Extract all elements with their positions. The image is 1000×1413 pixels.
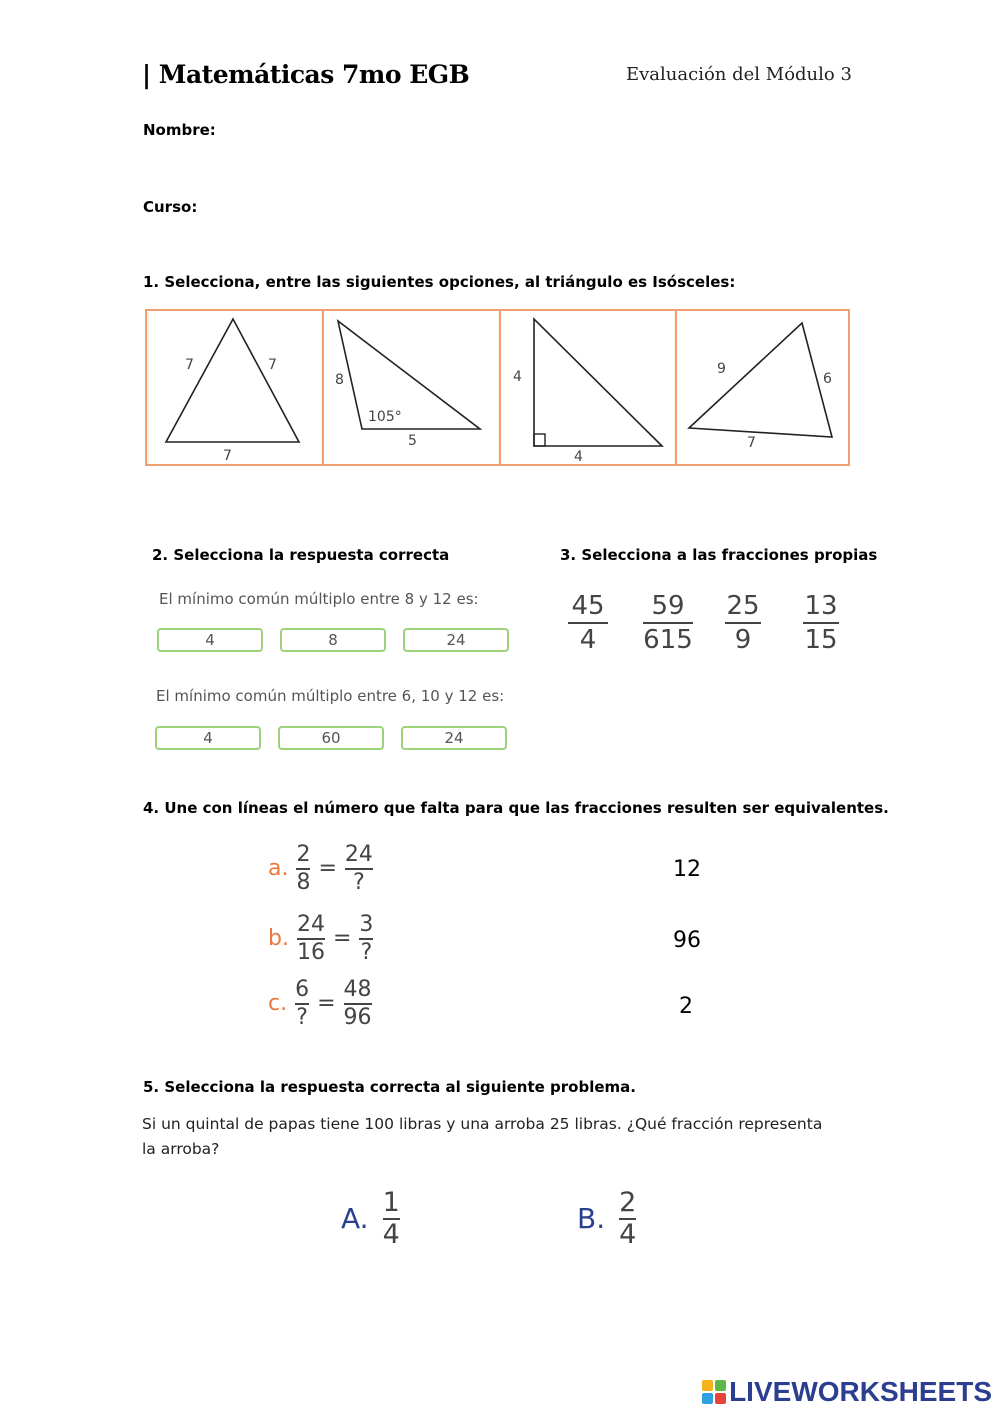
- numerator: 25: [726, 591, 760, 621]
- question-5-title: 5. Selecciona la respuesta correcta al siguiente problema.: [143, 1078, 636, 1096]
- lcm1-option-24[interactable]: 24: [403, 628, 509, 652]
- fraction-option[interactable]: [725, 591, 761, 655]
- numerator: 13: [804, 591, 838, 621]
- answer-option-b[interactable]: [577, 1188, 636, 1250]
- equation-c: [268, 977, 372, 1031]
- answer-fraction: 2 4: [619, 1187, 637, 1250]
- side-label: 6: [823, 371, 832, 387]
- logo-text: LIVEWORKSHEETS: [729, 1376, 992, 1407]
- denominator: 4: [579, 625, 597, 655]
- denominator: 9: [734, 625, 752, 655]
- answer-letter: B.: [577, 1202, 606, 1236]
- answer-letter: A.: [341, 1202, 369, 1236]
- side-label: 4: [513, 369, 522, 385]
- scalene-triangle-figure: [677, 311, 848, 464]
- denominator: 15: [804, 625, 838, 655]
- numerator: 45: [571, 591, 605, 621]
- question-4-title: 4. Une con líneas el número que falta para que las fracciones resulten ser equivalentes.: [143, 799, 889, 817]
- numerator: 59: [651, 591, 685, 621]
- fraction: 24 ?: [344, 842, 373, 895]
- side-label: 7: [185, 357, 194, 373]
- side-label: 7: [747, 435, 756, 451]
- triangle-options: [145, 309, 850, 466]
- side-label: 7: [268, 357, 277, 373]
- lcm2-option-4[interactable]: 4: [155, 726, 261, 750]
- fraction-option[interactable]: [643, 591, 693, 655]
- question-2-title: 2. Selecciona la respuesta correcta: [152, 546, 450, 564]
- lcm-prompt-2: El mínimo común múltiplo entre 6, 10 y 12 es:: [156, 687, 505, 705]
- fraction: 6 ?: [295, 977, 310, 1030]
- triangle-option-4[interactable]: [677, 311, 848, 464]
- equilateral-triangle-figure: [149, 311, 321, 464]
- question-1-title: 1. Selecciona, entre las siguientes opciones, al triángulo es Isósceles:: [143, 273, 736, 291]
- answer-option-a[interactable]: [341, 1188, 400, 1250]
- triangle-option-1[interactable]: [149, 311, 321, 464]
- equation-letter: c.: [268, 991, 288, 1017]
- liveworksheets-logo: [702, 1376, 992, 1408]
- lcm2-option-60[interactable]: 60: [278, 726, 384, 750]
- match-answer-96[interactable]: 96: [673, 928, 701, 953]
- triangle-option-3[interactable]: [501, 311, 674, 464]
- lcm1-option-4[interactable]: 4: [157, 628, 263, 652]
- fraction: 24 16: [296, 912, 325, 965]
- page-title: | Matemáticas 7mo EGB: [142, 60, 470, 89]
- page-subtitle: Evaluación del Módulo 3: [626, 64, 852, 85]
- equation-a: [268, 842, 373, 896]
- course-label: Curso:: [143, 198, 198, 216]
- side-label: 5: [408, 433, 417, 449]
- lcm2-option-24[interactable]: 24: [401, 726, 507, 750]
- match-answer-12[interactable]: 12: [673, 857, 701, 882]
- lcm1-option-8[interactable]: 8: [280, 628, 386, 652]
- side-label: 7: [223, 448, 232, 464]
- match-answer-2[interactable]: 2: [679, 994, 693, 1019]
- question-3-title: 3. Selecciona a las fracciones propias: [560, 546, 878, 564]
- equation-letter: a.: [268, 856, 289, 882]
- fraction-option[interactable]: [568, 591, 608, 655]
- equation-letter: b.: [268, 926, 289, 952]
- equals-sign: =: [318, 856, 337, 882]
- name-label: Nombre:: [143, 121, 216, 139]
- equals-sign: =: [332, 926, 352, 952]
- fraction-option[interactable]: [803, 591, 839, 655]
- problem-text: Si un quintal de papas tiene 100 libras y una arroba 25 libras. ¿Qué fracción representa la arroba?: [142, 1115, 823, 1158]
- angle-label: 105°: [368, 409, 402, 425]
- side-label: 9: [717, 361, 726, 377]
- fraction: 48 96: [343, 977, 372, 1030]
- fraction: 3 ?: [359, 912, 374, 965]
- lcm-prompt-1: El mínimo común múltiplo entre 8 y 12 es:: [159, 590, 479, 608]
- side-label: 8: [335, 372, 344, 388]
- fraction: 2 8: [296, 842, 311, 895]
- side-label: 4: [574, 449, 583, 465]
- equals-sign: =: [317, 991, 336, 1017]
- right-triangle-figure: [501, 311, 674, 464]
- answer-fraction: 1 4: [382, 1187, 400, 1250]
- logo-mark-icon: [702, 1380, 726, 1404]
- equation-b: [268, 912, 373, 966]
- denominator: 615: [643, 625, 693, 655]
- triangle-option-2[interactable]: [324, 311, 498, 464]
